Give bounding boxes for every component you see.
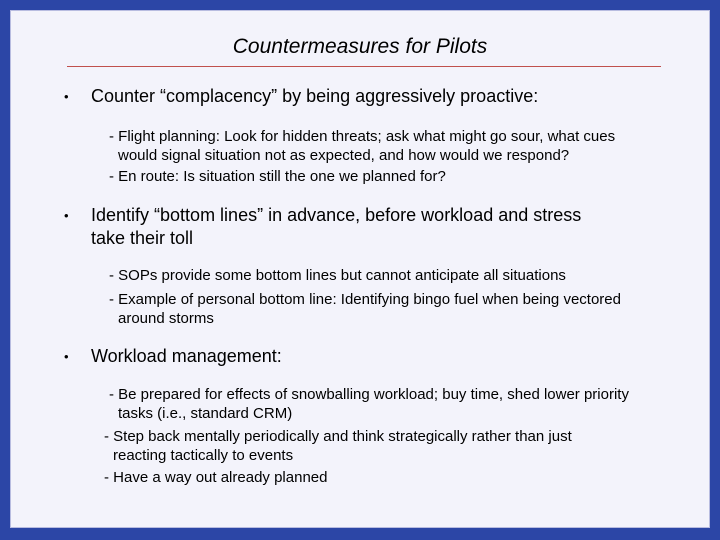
sub-item-personal-bottom-line: - Example of personal bottom line: Identifying bingo fuel when being vectored: [109, 291, 621, 308]
sub-item-en-route: - En route: Is situation still the one we planned for?: [109, 168, 446, 185]
bullet-dot: •: [64, 208, 69, 223]
bullet-text: Identify “bottom lines” in advance, before workload and stress: [91, 205, 582, 225]
slide-title: Countermeasures for Pilots: [232, 35, 488, 58]
sub-item-snowballing: - Be prepared for effects of snowballing workload; buy time, shed lower priority: [109, 386, 629, 403]
sub-item-flight-planning-cont: would signal situation not as expected, and how would we respond?: [118, 147, 570, 164]
sub-item-flight-planning: - Flight planning: Look for hidden threats; ask what might go sour, what cues: [109, 128, 616, 145]
sub-item-sops: - SOPs provide some bottom lines but cannot anticipate all situations: [109, 267, 566, 284]
sub-item-snowballing-cont: tasks (i.e., standard CRM): [118, 405, 293, 422]
title-divider: [67, 66, 661, 67]
bullet-dot: •: [64, 89, 69, 104]
sub-item-step-back: - Step back mentally periodically and think strategically rather than just: [104, 428, 572, 445]
bullet-text: take their toll: [91, 228, 194, 248]
bullet-dot: •: [64, 349, 69, 364]
bullet-text: Counter “complacency” by being aggressively proactive:: [91, 86, 539, 106]
sub-item-personal-bottom-line-cont: around storms: [118, 310, 214, 327]
sub-item-way-out: - Have a way out already planned: [104, 469, 328, 486]
bullet-text: Workload management:: [91, 346, 282, 366]
slide: [10, 10, 710, 528]
sub-item-step-back-cont: reacting tactically to events: [113, 447, 294, 464]
